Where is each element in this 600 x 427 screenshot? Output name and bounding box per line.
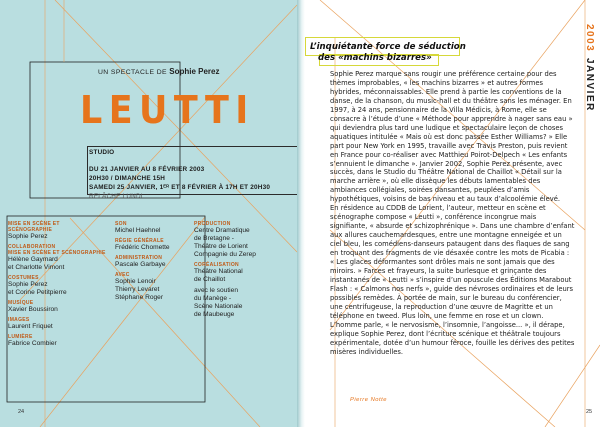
credit-heading: COLLABORATION [8,244,56,250]
credit-value: Fabrice Combier [8,340,57,347]
credit-heading: CORÉALISATION [194,262,239,268]
book-gutter [297,0,305,427]
right-page-number: 25 [586,409,593,415]
credit-heading: MISE EN SCÈNE ET [8,221,60,227]
credit-value: Michel Haehnel [115,227,161,234]
credit-block [115,272,170,302]
article-title [310,42,466,63]
vertical-month: JANVIER [584,58,595,112]
credit-value: Xavier Boussiron [8,306,58,313]
credit-value: de Bretagne - [194,235,234,242]
credit-value: de Chaillot [194,276,226,283]
credit-value: avec le soutien [194,287,238,294]
credit-value: Thierry Levaret [115,286,160,293]
credit-value: Laurent Friquet [8,323,53,330]
credit-value: Compagnie du Zerep [194,251,256,258]
credit-value: Sophie Perez [8,281,48,288]
article-title-line-2: des «machins bizarres» [318,52,432,63]
credit-heading: ADMINISTRATION [115,255,163,261]
credit-heading: SCÉNOGRAPHIE [8,227,53,233]
credit-value: Centre Dramatique [194,227,250,234]
credit-block [194,287,256,319]
vertical-date-label [584,20,600,410]
article-body [330,70,575,357]
credit-heading: COSTUMES [8,275,39,281]
credit-block [115,221,170,235]
credit-value: et Corine Petitpierre [8,289,67,296]
credit-value: de Maubeuge [194,311,235,318]
article-paragraph-2: En résidence au CDDB de Lorient, l’auteur, metteur en scène et scénographe compose « Leutti », conférence incongrue mais signifiante, « absurde et schizophrénique ». Dans une chambre d’enfant aux allures cauchemardesques, entre une montagne enneigée et un ciel bleu, les comédiens-danseurs pataugent dans des flaques de sang en troquant des fragments de vie désaxée contre les mots de Picabia : « Les glaces déformantes sont drôles mais ne sont jamais que des miroirs. » Farces et frayeurs, la suite burlesque et grinçante des instantanés de « Leutti » s’inspire d’un opuscule des Éditions Marabout Flash : « Calmons nos nerfs », guide des névroses ordinaires et de leurs possibles remèdes. À portée de main, sur le bureau du conférencier, une centrifugeuse, la reproduction d’une œuvre de Magritte et un téléphone en tweed. Plus loin, une femme en rose et un clown. L’homme parle, « le nervosisme, l’insomnie, l’angoisse... », il dérape, explique Sophie Perez, dont l’écriture scénique et théâtrale toujours expérimentale, dotée d’un humour féroce, fouille les dérives des petites misères individuelles. [330,204,575,356]
credit-value: Sophie Lenoir [115,278,156,285]
credit-heading: RÉGIE GÉNÉRALE [115,238,164,244]
credit-block [8,244,106,272]
credit-heading: PRODUCTION [194,221,231,227]
credit-value: Scène Nationale [194,303,243,310]
credit-heading: AVEC [115,272,130,278]
credits-column-1 [8,221,106,351]
left-page-number: 24 [18,409,25,415]
credit-block [194,262,256,284]
credit-heading: IMAGES [8,317,30,323]
credits-column-2 [115,221,170,305]
dates-line-4: RELÂCHE LUNDI [89,193,143,200]
credit-heading: MISE EN SCÈNE ET SCÉNOGRAPHIE [8,250,106,256]
article-author: Pierre Notte [350,397,387,403]
credit-block [8,317,106,331]
kicker-author: Sophie Perez [169,67,220,76]
dates-line-2: 20H30 / DIMANCHE 15H [89,175,166,182]
show-title: LEUTTI [80,88,255,132]
credit-block [8,300,106,314]
venue-label: STUDIO [89,149,115,156]
dates-line-3: SAMEDI 25 JANVIER, 1ᴱᴿ ET 8 FÉVRIER À 17H ET 20H30 [89,184,271,191]
credits-column-3 [194,221,256,322]
credit-value: Hélène Gaymard [8,256,58,263]
credit-value: du Manège - [194,295,232,302]
left-page [0,0,297,427]
credit-block [115,255,170,269]
article-paragraph-1: Sophie Perez marque sans rougir une préférence certaine pour des thèmes improbables, « les machins bizarres » et autres formes hybrides, méconnaissables. Elle prend à partie les conventions de la danse, de la chanson, du music-hall et du théâtre sans les ménager. En 1997, à 24 ans, pensionnaire de la Villa Médicis, à Rome, elle se consacre à l’étude d’une « Méthode pour apprendre à nager sans eau » qui deviendra plus tard une ludique et spectaculaire leçon de choses aquatiques intitulée « Mais où est donc passée Esther Williams? » Elle part pour New York en 1995, travaille avec Travis Preston, puis revient en France pour co-réaliser avec Matthieu Poirot-Delpech « Les enfants s’ennuient le dimanche ». Janvier 2002, Sophie Perez présente, avec succès, dans le Studio du Théâtre National de Chaillot « Détail sur la marche arrière », où elle dissèque les débuts lamentables des ambiances collégiales, soirées dansantes, peuplées d’amis hypothétiques, voisins de bas niveau et au taux d’alcoolémie élevé. [330,70,573,204]
credit-value: Pascale Garbaye [115,261,166,268]
show-kicker [98,67,220,76]
dates-line-1: DU 21 JANVIER AU 8 FÉVRIER 2003 [89,166,205,173]
credit-block [8,275,106,297]
kicker-prefix: UN SPECTACLE DE [98,69,167,76]
credit-heading: SON [115,221,127,227]
credit-value: Stéphane Roger [115,294,164,301]
vertical-year: 2003 [584,24,595,53]
credit-block [194,221,256,259]
credit-value: Sophie Perez [8,233,48,240]
credit-block [115,238,170,252]
credit-heading: LUMIÈRE [8,334,33,340]
left-guide-lines [0,0,297,427]
credit-value: Frédéric Chomette [115,244,170,251]
credit-value: et Charlotte Vimont [8,264,65,271]
credit-block [8,221,106,241]
credit-value: Théâtre National [194,268,243,275]
credit-heading: MUSIQUE [8,300,34,306]
credit-value: Théâtre de Lorient [194,243,248,250]
article-title-line-1: L’inquiétante force de séduction [310,42,466,52]
credit-block [8,334,106,348]
